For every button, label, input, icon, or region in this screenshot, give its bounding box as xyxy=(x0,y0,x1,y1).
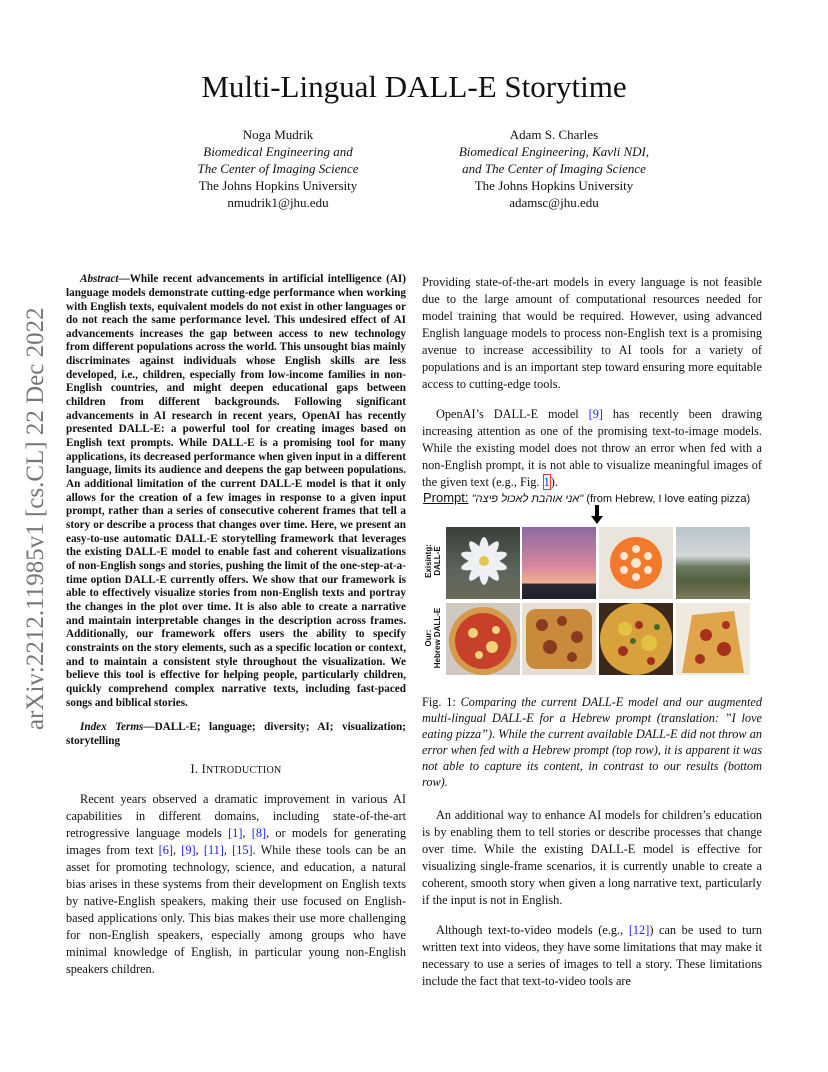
citation-link[interactable]: [11] xyxy=(203,842,224,857)
author-email: nmudrik1@jhu.edu xyxy=(227,195,329,210)
paragraph-text: ) can be used to turn written text into videos, they have some limitations that may make it necessary to use a series of images to tell a story. These limitations include the fact that text-to-video tools are xyxy=(422,922,762,988)
row-label-line: Our: xyxy=(424,629,433,647)
intro-text: Recent years observed a dramatic improvement in various AI capabilities in different domains, including state-of-the-art retrogressive language models xyxy=(66,791,406,840)
index-terms xyxy=(66,721,406,748)
down-arrow-icon xyxy=(590,505,604,525)
caption-text: Comparing the current DALL-E model and our augmented multi-lingual DALL-E for a Hebrew prompt (translation: ”I love eating pizza”). While the current available DALL-E did not throw an error when fed with a Hebrew prompt (top row), it is apparent it was not able to capture its content, in contrast to our results (bottom row). xyxy=(422,695,762,789)
image-tile-sunset xyxy=(522,527,596,599)
row-label-line: Hebrew DALL-E xyxy=(433,607,442,669)
citation-separator: , xyxy=(195,842,204,857)
paragraph: An additional way to enhance AI models for children’s education is by enabling them to tell stories or describe processes that change over time. While the existing DALL-E model is effective for visualizing single-frame scenarios, it is currently unable to create a coherent, smooth story when given a long narrative text, particularly if the input is not in English. xyxy=(422,808,762,908)
image-tile-pizza-3 xyxy=(599,603,673,675)
intro-paragraph xyxy=(66,791,406,978)
paragraph-text: Although text-to-video models (e.g., xyxy=(436,922,629,937)
author-affiliation: Biomedical Engineering and xyxy=(203,144,353,159)
arxiv-stamp: arXiv:2212.11985v1 [cs.CL] 22 Dec 2022 xyxy=(22,307,49,730)
paragraph xyxy=(422,922,762,990)
row-label-existing xyxy=(424,524,442,598)
row-label-line: DALL-E xyxy=(433,546,442,576)
citation-separator: , xyxy=(223,842,233,857)
left-column xyxy=(66,262,406,990)
image-tile-pizza-2 xyxy=(522,603,596,675)
right-column-top xyxy=(422,262,762,503)
figure-ref-link[interactable]: 1 xyxy=(543,474,550,489)
index-terms-label: Index Terms xyxy=(80,721,144,734)
author-name: Adam S. Charles xyxy=(509,127,599,142)
citation-link[interactable]: [15] xyxy=(232,842,253,857)
author-name: Noga Mudrik xyxy=(242,127,314,142)
intro-text: . While these tools can be an asset for promoting technology, science, and education, a natural bias arises in these systems from their development on English texts by native-English speakers, making their use focused on English-based applications only. This bias makes their use more challenging for non-English speakers, especially among groups who have minimal knowledge of English, in particular young non-English speakers children. xyxy=(66,842,406,976)
figure-caption xyxy=(422,694,762,790)
intro-text: , or models for generating images from text xyxy=(66,825,407,857)
paragraph-text: OpenAI’s DALL-E model xyxy=(436,406,589,421)
citation-link[interactable]: [12] xyxy=(628,922,650,937)
paragraph-text: ). xyxy=(550,474,558,489)
abstract-label: Abstract xyxy=(80,273,119,286)
prompt-translation: (from Hebrew, I love eating pizza) xyxy=(586,493,751,505)
section-title-initial: I xyxy=(201,761,207,776)
author-institution: The Johns Hopkins University xyxy=(198,178,358,193)
section-title-rest: NTRODUCTION xyxy=(206,764,282,776)
index-terms-text: —DALL-E; language; diversity; AI; visualization; storytelling xyxy=(66,721,406,748)
author-block-1 xyxy=(148,126,408,211)
image-tile-flower xyxy=(446,527,520,599)
section-number: I. xyxy=(190,761,199,776)
author-email: adamsc@jhu.edu xyxy=(509,195,599,210)
paragraph: Providing state-of-the-art models in every language is not feasible due to the large amount of computational resources needed for model training that would be required. However, using advanced English language models to process non-English text is a promising avenue to increase accessibility to AI tools for a variety of populations and is an important step toward ensuring more equitable access to cutting-edge tools. xyxy=(422,275,762,392)
caption-label: Fig. 1: xyxy=(422,695,461,709)
row-label-ours xyxy=(424,600,442,676)
citation-separator: , xyxy=(242,825,252,840)
paragraph-text: has recently been drawing increasing attention as one of the promising text-to-image models. While the existing model does not throw an error when fed with a non-English prompt, it is not able to visualize meaningful images of the given text (e.g., Fig. xyxy=(422,406,762,489)
abstract xyxy=(66,273,406,710)
prompt-hebrew: "אני אוהבת לאכול פיצה" xyxy=(471,493,584,505)
citation-link[interactable]: [1] xyxy=(228,825,243,840)
author-affiliation: and The Center of Imaging Science xyxy=(462,161,646,176)
citation-separator: , xyxy=(173,842,182,857)
image-tile-pizza-1 xyxy=(446,603,520,675)
image-tile-orange-flower-object xyxy=(599,527,673,599)
prompt-label: Prompt: xyxy=(423,490,469,505)
paper-title: Multi-Lingual DALL-E Storytime xyxy=(201,69,627,104)
author-block-2 xyxy=(424,126,684,211)
image-tile-pizza-4 xyxy=(676,603,750,675)
citation-link[interactable]: [9] xyxy=(181,842,196,857)
row-label-line: Exisintg: xyxy=(424,544,433,578)
author-affiliation: The Center of Imaging Science xyxy=(197,161,359,176)
image-tile-landscape xyxy=(676,527,750,599)
paragraph xyxy=(422,406,762,491)
section-heading xyxy=(66,761,406,779)
author-institution: The Johns Hopkins University xyxy=(474,178,634,193)
citation-link[interactable]: [8] xyxy=(251,825,267,840)
abstract-text: —While recent advancements in artificial intelligence (AI) language models demonstrate cutting-edge performance when working with English texts, equivalent models do not exist in other languages or do not reach the same performance level. This undesired effect of AI advancements increases the gap between access to new technology from different populations across the world. This unsought bias mainly discriminates against individuals whose English skills are less developed, i.e., children, especially from low-income families in non-English countries, and might deepen educational gaps between children from different backgrounds. Following significant advancements in AI research in recent years, OpenAI has recently presented DALL-E: a powerful tool for creating images based on English text prompts. While DALL-E is a promising tool for many applications, its decreased performance when given input in a different language, limits its audience and deepens the gap between populations. An additional limitation of the current DALL-E model is that it only allows for the creation of a few images in response to a given input prompt, rather than a series of consecutive coherent frames that tell a story or describe a process that changes over time. Here, we present an easy-to-use automatic DALL-E storytelling framework that leverages the existing DALL-E model to enable fast and coherent visualizations of non-English songs and stories, pushing the limit of the one-step-at-a-time option DALL-E currently offers. We show that our framework is able to effectively visualize stories from non-English texts and portray the changes in the plot over time. It is also able to create a narrative and maintain interpretable changes in the description across frames. Additionally, our framework offers users the ability to specify constraints on the story elements, such as a specific location or context, and to maintain a consistent style throughout the visualization. We believe this tool is effective for helping people, particularly children, quickly comprehend complex narrative texts, including fast-paced songs and biblical stories. xyxy=(66,273,406,709)
right-column-bottom xyxy=(422,795,762,1002)
author-affiliation: Biomedical Engineering, Kavli NDI, xyxy=(458,144,650,159)
citation-link[interactable]: [6] xyxy=(158,842,174,857)
citation-link[interactable]: [9] xyxy=(588,406,603,421)
